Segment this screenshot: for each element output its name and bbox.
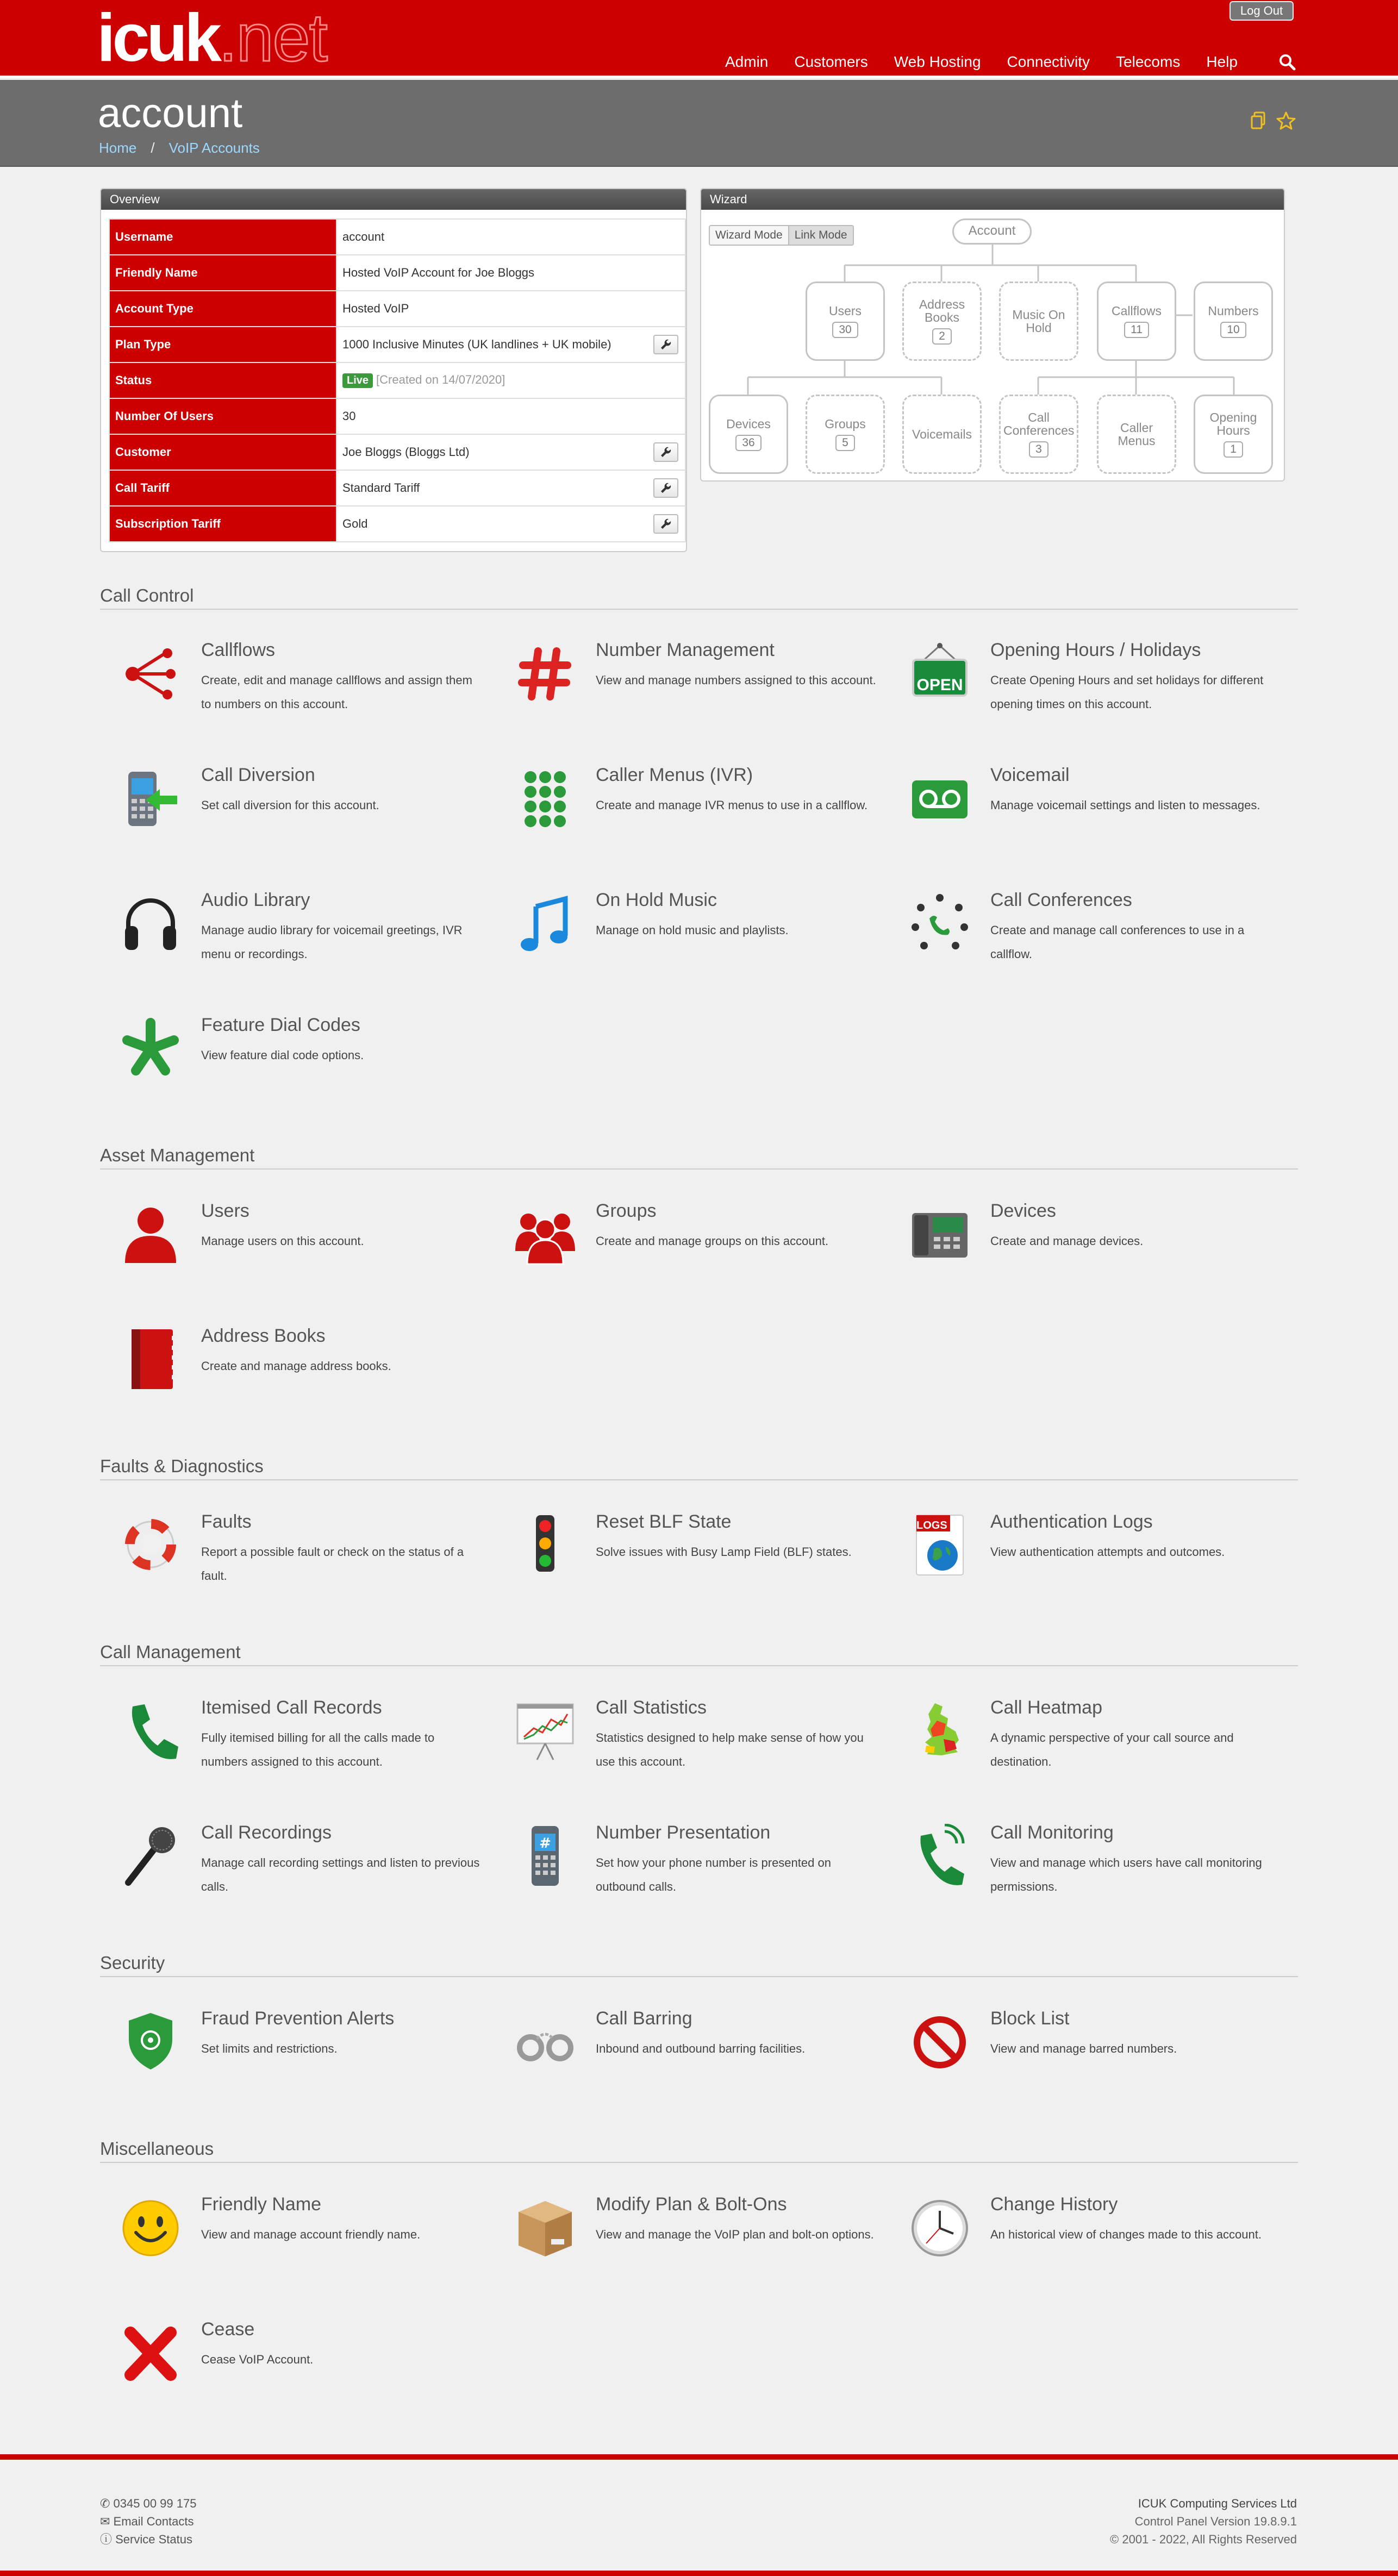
wizard-node-count: 10	[1220, 322, 1246, 338]
footer-copyright: © 2001 - 2022, All Rights Reserved	[1110, 2533, 1297, 2546]
wizard-node-label: Devices	[726, 417, 771, 431]
wizard-node-music-on-hold[interactable]	[999, 282, 1078, 361]
overview-label: Subscription Tariff	[109, 506, 336, 542]
friendly-name-link[interactable]	[100, 2190, 480, 2299]
clock-icon	[910, 2196, 970, 2261]
wrench-icon	[654, 515, 677, 533]
callflow-icon	[121, 641, 180, 706]
overview-value-cell	[336, 327, 685, 362]
overview-label: Friendly Name	[109, 255, 336, 291]
copy-icon[interactable]	[1250, 111, 1266, 130]
wizard-node-numbers[interactable]	[1194, 282, 1273, 361]
red-x-icon	[121, 2321, 180, 2386]
edit-subscription-tariff-button[interactable]	[653, 514, 678, 534]
reset-blf-link[interactable]	[495, 1508, 875, 1616]
overview-row	[109, 291, 685, 327]
group-icon	[515, 1202, 575, 1267]
overview-heading: Overview	[101, 189, 686, 210]
item-title[interactable]: Faults	[201, 1511, 252, 1532]
footer-info	[1110, 2494, 1297, 2548]
overview-value-cell	[336, 434, 685, 470]
breadcrumb-home[interactable]: Home	[99, 140, 137, 156]
section-misc-title: Miscellaneous	[100, 2138, 1298, 2163]
smiley-icon	[121, 2196, 180, 2261]
overview-value-cell	[336, 470, 685, 506]
item-title[interactable]: Address Books	[201, 1325, 326, 1346]
number-management-link[interactable]	[495, 636, 875, 745]
wizard-node-label: Voicemails	[912, 427, 972, 441]
wizard-node-voicemails[interactable]	[902, 395, 982, 474]
wizard-node-count: 11	[1124, 322, 1149, 338]
item-title[interactable]: Feature Dial Codes	[201, 1015, 360, 1035]
item-description: View and manage which users have call monitoring permissions.	[990, 1856, 1262, 1893]
wrench-icon	[654, 443, 677, 461]
item-description: Create and manage call conferences to use in a callflow.	[990, 923, 1245, 961]
call-conferences-link[interactable]	[889, 886, 1270, 995]
overview-table	[109, 218, 686, 542]
page-title: account	[98, 90, 243, 136]
item-description: Inbound and outbound barring facilities.	[596, 2042, 806, 2055]
item-description: An historical view of changes made to this account.	[990, 2228, 1262, 2241]
item-title[interactable]: Change History	[990, 2194, 1118, 2215]
item-description: View and manage numbers assigned to this account.	[596, 673, 876, 687]
item-title[interactable]: On Hold Music	[596, 890, 717, 910]
item-title[interactable]: Groups	[596, 1201, 657, 1221]
address-books-link[interactable]	[100, 1322, 480, 1430]
title-actions	[1250, 111, 1296, 130]
item-title[interactable]: Number Management	[596, 640, 775, 660]
breadcrumb	[99, 140, 260, 157]
item-description: Solve issues with Busy Lamp Field (BLF) states.	[596, 1545, 852, 1559]
section-faults-title: Faults & Diagnostics	[100, 1455, 1298, 1480]
overview-value-cell	[336, 362, 685, 398]
item-title[interactable]: Call Conferences	[990, 890, 1132, 910]
box-icon	[515, 2196, 575, 2261]
open-sign-icon	[910, 641, 970, 706]
wizard-node-label: Callflows	[1111, 304, 1162, 318]
edit-customer-button[interactable]	[653, 442, 678, 462]
shield-icon	[121, 2010, 180, 2075]
overview-row	[109, 219, 685, 255]
overview-row	[109, 434, 685, 470]
item-title[interactable]: Caller Menus (IVR)	[596, 765, 753, 785]
section-asset-management-title: Asset Management	[100, 1145, 1298, 1170]
feature-dial-codes-link[interactable]	[100, 1011, 480, 1120]
logout-button[interactable]: Log Out	[1230, 1, 1294, 21]
overview-value: 30	[336, 398, 685, 434]
footer-service-status[interactable]: ⓘ Service Status	[100, 2533, 192, 2546]
users-link[interactable]	[100, 1197, 480, 1305]
wizard-node-label: Address Books	[919, 297, 965, 324]
created-date: [Created on 14/07/2020]	[376, 373, 505, 386]
item-title[interactable]: Call Heatmap	[990, 1697, 1102, 1718]
phone-monitor-icon	[910, 1824, 970, 1889]
item-title[interactable]: Voicemail	[990, 765, 1070, 785]
nav-telecoms[interactable]: Telecoms	[1116, 53, 1181, 70]
number-presentation-link[interactable]	[495, 1818, 875, 1927]
wizard-node-opening-hours[interactable]	[1194, 395, 1273, 474]
wizard-node-address-books[interactable]	[902, 282, 982, 361]
item-title[interactable]: Call Monitoring	[990, 1822, 1114, 1843]
address-book-icon	[121, 1327, 180, 1392]
wizard-node-groups[interactable]	[806, 395, 885, 474]
asterisk-icon	[121, 1016, 180, 1081]
footer-divider	[0, 2454, 1398, 2460]
wizard-node-label: Users	[828, 304, 862, 318]
overview-row	[109, 470, 685, 506]
block-icon	[910, 2010, 970, 2075]
wizard-node-call-conferences[interactable]	[999, 395, 1078, 474]
faults-link[interactable]	[100, 1508, 480, 1616]
wizard-node-count: 3	[1029, 441, 1048, 458]
item-description: View and manage the VoIP plan and bolt-on options.	[596, 2228, 874, 2241]
item-title[interactable]: Modify Plan & Bolt-Ons	[596, 2194, 787, 2215]
item-title[interactable]: Number Presentation	[596, 1822, 771, 1843]
opening-hours-link[interactable]	[889, 636, 1270, 745]
overview-label: Username	[109, 219, 336, 255]
wizard-node-users[interactable]	[806, 282, 885, 361]
wizard-node-label: Opening Hours	[1209, 410, 1257, 437]
nav-connectivity[interactable]: Connectivity	[1007, 53, 1090, 70]
overview-row	[109, 362, 685, 398]
item-title[interactable]: Users	[201, 1201, 249, 1221]
overview-label: Number Of Users	[109, 398, 336, 434]
item-title[interactable]: Friendly Name	[201, 2194, 322, 2215]
audio-library-link[interactable]	[100, 886, 480, 995]
mobile-hash-icon	[515, 1824, 575, 1889]
section-call-control-title: Call Control	[100, 585, 1298, 610]
overview-panel	[100, 188, 687, 552]
item-description: Set limits and restrictions.	[201, 2042, 338, 2055]
edit-call-tariff-button[interactable]	[653, 478, 678, 498]
on-hold-music-link[interactable]	[495, 886, 875, 995]
item-description: Fully itemised billing for all the calls made to numbers assigned to this account.	[201, 1731, 435, 1768]
icuk-logo[interactable]: icuk.net	[97, 1, 327, 76]
keypad-icon	[515, 766, 575, 831]
lifebuoy-icon	[121, 1513, 180, 1578]
wizard-node-account[interactable]: Account	[952, 218, 1032, 245]
wrench-icon	[654, 336, 677, 353]
wizard-panel	[700, 188, 1285, 482]
item-title[interactable]: Authentication Logs	[990, 1511, 1153, 1532]
overview-label: Customer	[109, 434, 336, 470]
item-description: Statistics designed to help make sense of how you use this account.	[596, 1731, 864, 1768]
info-icon: ⓘ	[100, 2533, 116, 2546]
overview-label: Plan Type	[109, 327, 336, 362]
breadcrumb-voip-accounts[interactable]: VoIP Accounts	[168, 140, 260, 156]
microphone-icon	[121, 1824, 180, 1889]
footer-company: ICUK Computing Services Ltd	[1138, 2497, 1297, 2510]
call-monitoring-link[interactable]	[889, 1818, 1270, 1927]
wrench-icon	[654, 479, 677, 497]
itemised-call-records-link[interactable]	[100, 1693, 480, 1802]
user-icon	[121, 1202, 180, 1267]
fraud-prevention-link[interactable]	[100, 2004, 480, 2113]
item-description: Manage call recording settings and listen to previous calls.	[201, 1856, 480, 1893]
wizard-node-count: 5	[835, 435, 855, 451]
item-title[interactable]: Fraud Prevention Alerts	[201, 2008, 395, 2029]
item-title[interactable]: Block List	[990, 2008, 1070, 2029]
conference-icon	[910, 891, 970, 956]
phone-divert-icon	[121, 766, 180, 831]
overview-label: Status	[109, 362, 336, 398]
footer-contacts	[100, 2494, 196, 2548]
item-title[interactable]: Call Diversion	[201, 765, 315, 785]
wizard-node-count: 36	[735, 435, 761, 451]
overview-value: Joe Bloggs (Bloggs Ltd)	[342, 445, 470, 459]
envelope-icon: ✉	[100, 2515, 114, 2528]
breadcrumb-separator: /	[151, 140, 155, 156]
main-nav	[712, 51, 1251, 73]
wizard-heading: Wizard	[701, 189, 1284, 210]
overview-row	[109, 327, 685, 362]
authentication-logs-link[interactable]	[889, 1508, 1270, 1616]
item-description: View and manage barred numbers.	[990, 2042, 1177, 2055]
call-statistics-link[interactable]	[495, 1693, 875, 1802]
wizard-node-devices[interactable]	[709, 395, 788, 474]
footer-version: Control Panel Version 19.8.9.1	[1134, 2515, 1297, 2528]
wizard-mode-button[interactable]: Wizard Mode	[710, 226, 788, 245]
phone-icon: ✆	[100, 2497, 114, 2510]
top-bar	[0, 0, 1398, 78]
desk-phone-icon	[910, 1202, 970, 1267]
svg-text:#: #	[539, 1835, 551, 1852]
item-description: Cease VoIP Account.	[201, 2353, 314, 2366]
call-heatmap-link[interactable]	[889, 1693, 1270, 1802]
link-mode-button[interactable]: Link Mode	[788, 226, 853, 245]
cease-link[interactable]	[100, 2315, 480, 2424]
overview-row	[109, 255, 685, 291]
change-history-link[interactable]	[889, 2190, 1270, 2299]
overview-value: Gold	[342, 517, 368, 530]
caller-menus-link[interactable]	[495, 761, 875, 870]
wizard-node-label: Call Conferences	[1003, 410, 1075, 437]
overview-label: Call Tariff	[109, 470, 336, 506]
overview-value: Standard Tariff	[342, 481, 420, 495]
headphones-icon	[121, 891, 180, 956]
wizard-node-caller-menus[interactable]	[1097, 395, 1176, 474]
item-title[interactable]: Reset BLF State	[596, 1511, 732, 1532]
groups-link[interactable]	[495, 1197, 875, 1305]
wizard-node-label: Caller Menus	[1118, 421, 1156, 448]
call-recordings-link[interactable]	[100, 1818, 480, 1927]
item-description: Create and manage groups on this account.	[596, 1234, 829, 1248]
devices-link[interactable]	[889, 1197, 1270, 1305]
edit-plan-button[interactable]	[653, 335, 678, 354]
overview-row	[109, 506, 685, 542]
item-description: Manage on hold music and playlists.	[596, 923, 789, 937]
wizard-node-count: 30	[832, 322, 858, 338]
item-description: Create and manage IVR menus to use in a callflow.	[596, 798, 868, 812]
chart-board-icon	[515, 1699, 575, 1764]
overview-value: account	[336, 219, 685, 255]
item-description: Create Opening Hours and set holidays for different opening times on this account.	[990, 673, 1264, 711]
footer-email[interactable]: ✉ Email Contacts	[100, 2515, 194, 2528]
item-description: Report a possible fault or check on the status of a fault.	[201, 1545, 464, 1583]
heatmap-icon	[910, 1699, 970, 1764]
overview-row	[109, 398, 685, 434]
item-description: View and manage account friendly name.	[201, 2228, 421, 2241]
item-title[interactable]: Opening Hours / Holidays	[990, 640, 1201, 660]
item-description: Create and manage devices.	[990, 1234, 1144, 1248]
wizard-node-count: 1	[1224, 441, 1243, 458]
block-list-link[interactable]	[889, 2004, 1270, 2113]
overview-value-cell	[336, 506, 685, 542]
modify-plan-link[interactable]	[495, 2190, 875, 2299]
overview-value: Hosted VoIP	[336, 291, 685, 327]
section-security-title: Security	[100, 1952, 1298, 1977]
hash-icon	[515, 641, 575, 706]
item-title[interactable]: Devices	[990, 1201, 1056, 1221]
overview-value: Hosted VoIP Account for Joe Bloggs	[336, 255, 685, 291]
item-description: Create and manage address books.	[201, 1359, 391, 1373]
phone-handset-icon	[121, 1699, 180, 1764]
footer-bottom-bar	[0, 2571, 1398, 2576]
wizard-node-label: Music On Hold	[1012, 308, 1065, 335]
wizard-node-label: Groups	[825, 417, 866, 431]
item-title[interactable]: Call Barring	[596, 2008, 692, 2029]
search-icon[interactable]	[1278, 53, 1296, 71]
item-description: View feature dial code options.	[201, 1048, 364, 1062]
logs-label: LOGS	[916, 1520, 947, 1531]
traffic-light-icon	[515, 1513, 575, 1578]
item-description: Manage users on this account.	[201, 1234, 364, 1248]
footer-phone[interactable]: ✆ 0345 00 99 175	[100, 2497, 197, 2510]
nav-help[interactable]: Help	[1206, 53, 1238, 70]
item-title[interactable]: Call Statistics	[596, 1697, 707, 1718]
item-description: View authentication attempts and outcomes.	[990, 1545, 1225, 1559]
open-sign-text: OPEN	[916, 676, 963, 694]
wizard-node-callflows[interactable]	[1097, 282, 1176, 361]
item-title[interactable]: Audio Library	[201, 890, 310, 910]
callflows-link[interactable]	[100, 636, 480, 745]
wizard-node-count: 2	[932, 328, 952, 345]
item-description: Set call diversion for this account.	[201, 798, 379, 812]
item-description: Manage voicemail settings and listen to messages.	[990, 798, 1260, 812]
nav-admin[interactable]: Admin	[725, 53, 769, 70]
overview-label: Account Type	[109, 291, 336, 327]
handcuffs-icon	[515, 2010, 575, 2075]
item-description: A dynamic perspective of your call source and destination.	[990, 1731, 1234, 1768]
item-description: Create, edit and manage callflows and assign them to numbers on this account.	[201, 673, 472, 711]
overview-value: 1000 Inclusive Minutes (UK landlines + UK mobile)	[342, 337, 611, 351]
call-diversion-link[interactable]	[100, 761, 480, 870]
section-call-management-title: Call Management	[100, 1641, 1298, 1666]
music-note-icon	[515, 891, 575, 956]
item-title[interactable]: Itemised Call Records	[201, 1697, 382, 1718]
wizard-node-label: Numbers	[1208, 304, 1259, 318]
favourite-star-icon[interactable]	[1276, 111, 1296, 130]
item-description: Manage audio library for voicemail greetings, IVR menu or recordings.	[201, 923, 463, 961]
item-title[interactable]: Cease	[201, 2319, 255, 2340]
item-title[interactable]: Call Recordings	[201, 1822, 332, 1843]
voicemail-icon	[910, 766, 970, 831]
voicemail-link[interactable]	[889, 761, 1270, 870]
item-description: Set how your phone number is presented on outbound calls.	[596, 1856, 831, 1893]
nav-customers[interactable]: Customers	[794, 53, 868, 70]
call-barring-link[interactable]	[495, 2004, 875, 2113]
item-title[interactable]: Callflows	[201, 640, 276, 660]
title-bar	[0, 80, 1398, 167]
status-badge: Live	[342, 373, 373, 388]
nav-web-hosting[interactable]: Web Hosting	[894, 53, 981, 70]
